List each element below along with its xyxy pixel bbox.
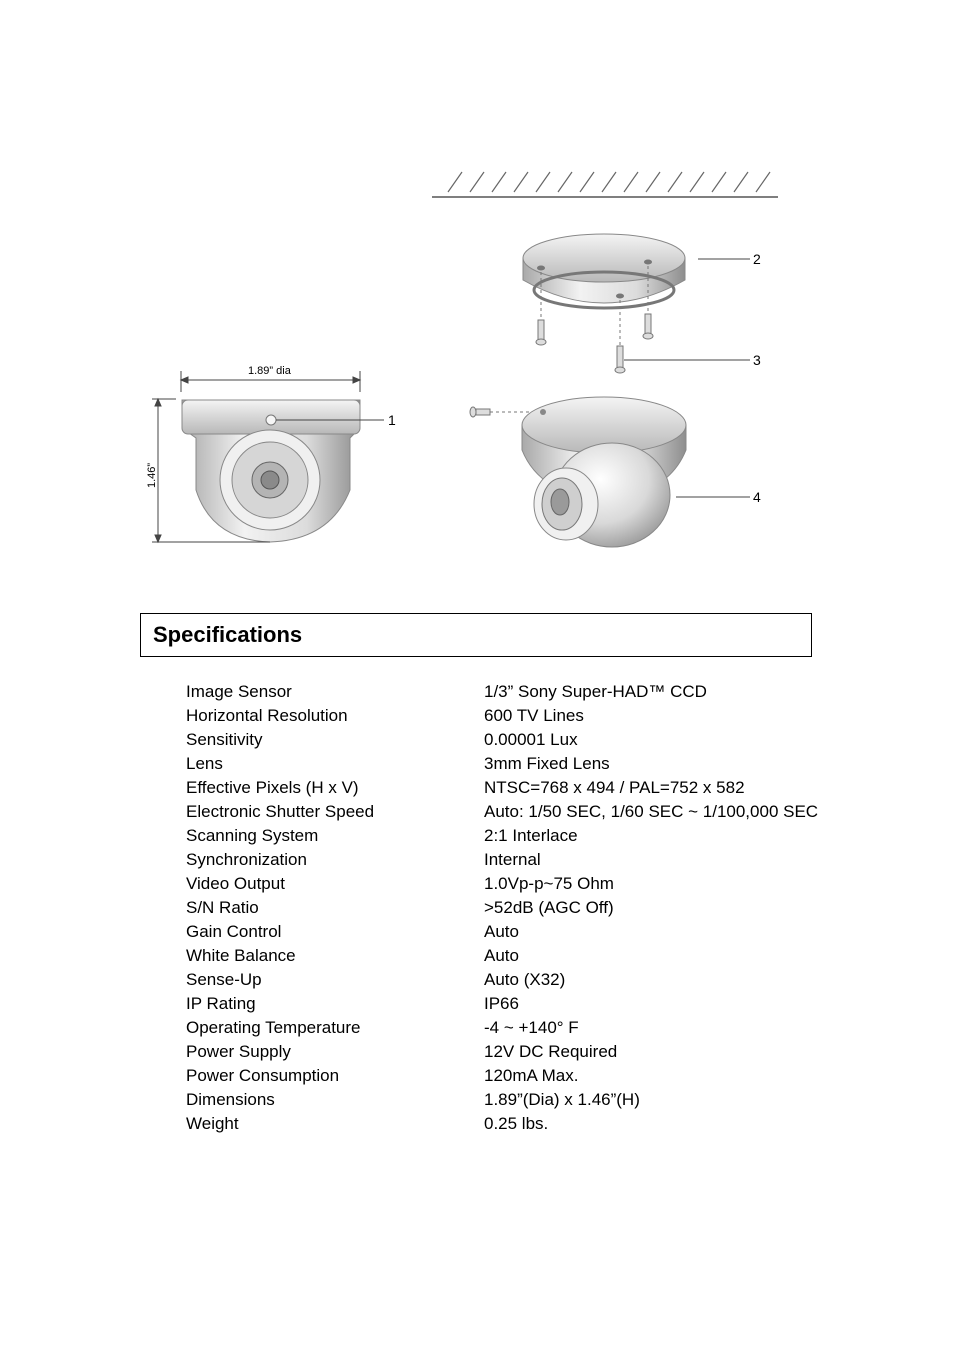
spec-value: 1.89”(Dia) x 1.46”(H) xyxy=(484,1090,640,1109)
spec-label: Effective Pixels (H x V) xyxy=(186,778,359,797)
spec-row xyxy=(186,776,826,800)
specifications-header-box xyxy=(140,613,812,657)
spec-label: Sensitivity xyxy=(186,730,263,749)
spec-value: Auto xyxy=(484,946,519,965)
specifications-title: Specifications xyxy=(153,622,303,647)
spec-row xyxy=(186,872,826,896)
spec-label: IP Rating xyxy=(186,994,256,1013)
ceiling-line xyxy=(432,172,778,197)
spec-value: NTSC=768 x 494 / PAL=752 x 582 xyxy=(484,778,745,797)
spec-row xyxy=(186,1040,826,1064)
spec-row xyxy=(186,1064,826,1088)
spec-row xyxy=(186,920,826,944)
camera-diagram xyxy=(0,0,954,600)
spec-value: 2:1 Interlace xyxy=(484,826,578,845)
spec-label: Dimensions xyxy=(186,1090,275,1109)
spec-label: Scanning System xyxy=(186,826,319,845)
width-dimension-label: 1.89” dia xyxy=(248,365,291,377)
spec-value: 3mm Fixed Lens xyxy=(484,754,610,773)
callout-2: 2 xyxy=(753,251,761,267)
spec-value: 120mA Max. xyxy=(484,1066,579,1085)
spec-label: Gain Control xyxy=(186,922,282,941)
spec-value: Auto (X32) xyxy=(484,970,566,989)
height-dimension-label: 1.46” xyxy=(146,462,158,488)
spec-value: 12V DC Required xyxy=(484,1042,618,1061)
spec-row xyxy=(186,848,826,872)
spec-row xyxy=(186,752,826,776)
spec-value: 1.0Vp-p~75 Ohm xyxy=(484,874,614,893)
spec-value: 0.00001 Lux xyxy=(484,730,578,749)
spec-row xyxy=(186,1016,826,1040)
spec-value: IP66 xyxy=(484,994,519,1013)
mounting-base xyxy=(523,234,685,308)
spec-row xyxy=(186,728,826,752)
callout-3: 3 xyxy=(753,352,761,368)
spec-value: 0.25 lbs. xyxy=(484,1114,549,1133)
spec-row xyxy=(186,704,826,728)
camera-front-view xyxy=(182,400,360,542)
spec-row xyxy=(186,944,826,968)
spec-label: Synchronization xyxy=(186,850,307,869)
spec-label: Power Supply xyxy=(186,1042,291,1061)
spec-value: Internal xyxy=(484,850,541,869)
spec-value: Auto xyxy=(484,922,519,941)
spec-value: 600 TV Lines xyxy=(484,706,584,725)
spec-label: Operating Temperature xyxy=(186,1018,361,1037)
spec-row xyxy=(186,680,826,704)
spec-label: Weight xyxy=(186,1114,239,1133)
spec-label: Video Output xyxy=(186,874,285,893)
callout-4: 4 xyxy=(753,489,761,505)
spec-label: S/N Ratio xyxy=(186,898,259,917)
spec-row xyxy=(186,824,826,848)
spec-label: Image Sensor xyxy=(186,682,292,701)
spec-value: 1/3” Sony Super-HAD™ CCD xyxy=(484,682,707,701)
spec-value: >52dB (AGC Off) xyxy=(484,898,614,917)
spec-value: -4 ~ +140° F xyxy=(484,1018,579,1037)
spec-row xyxy=(186,896,826,920)
spec-row xyxy=(186,1112,826,1136)
spec-label: Power Consumption xyxy=(186,1066,340,1085)
spec-label: Electronic Shutter Speed xyxy=(186,802,375,821)
spec-row xyxy=(186,968,826,992)
camera-assembled xyxy=(522,397,686,547)
spec-row xyxy=(186,992,826,1016)
spec-label: Sense-Up xyxy=(186,970,262,989)
spec-label: White Balance xyxy=(186,946,296,965)
spec-value: Auto: 1/50 SEC, 1/60 SEC ~ 1/100,000 SEC xyxy=(484,802,819,821)
spec-label: Lens xyxy=(186,754,223,773)
callout-1: 1 xyxy=(388,412,396,428)
spec-row xyxy=(186,800,826,824)
spec-label: Horizontal Resolution xyxy=(186,706,348,725)
spec-row xyxy=(186,1088,826,1112)
specifications-table xyxy=(186,680,826,1136)
